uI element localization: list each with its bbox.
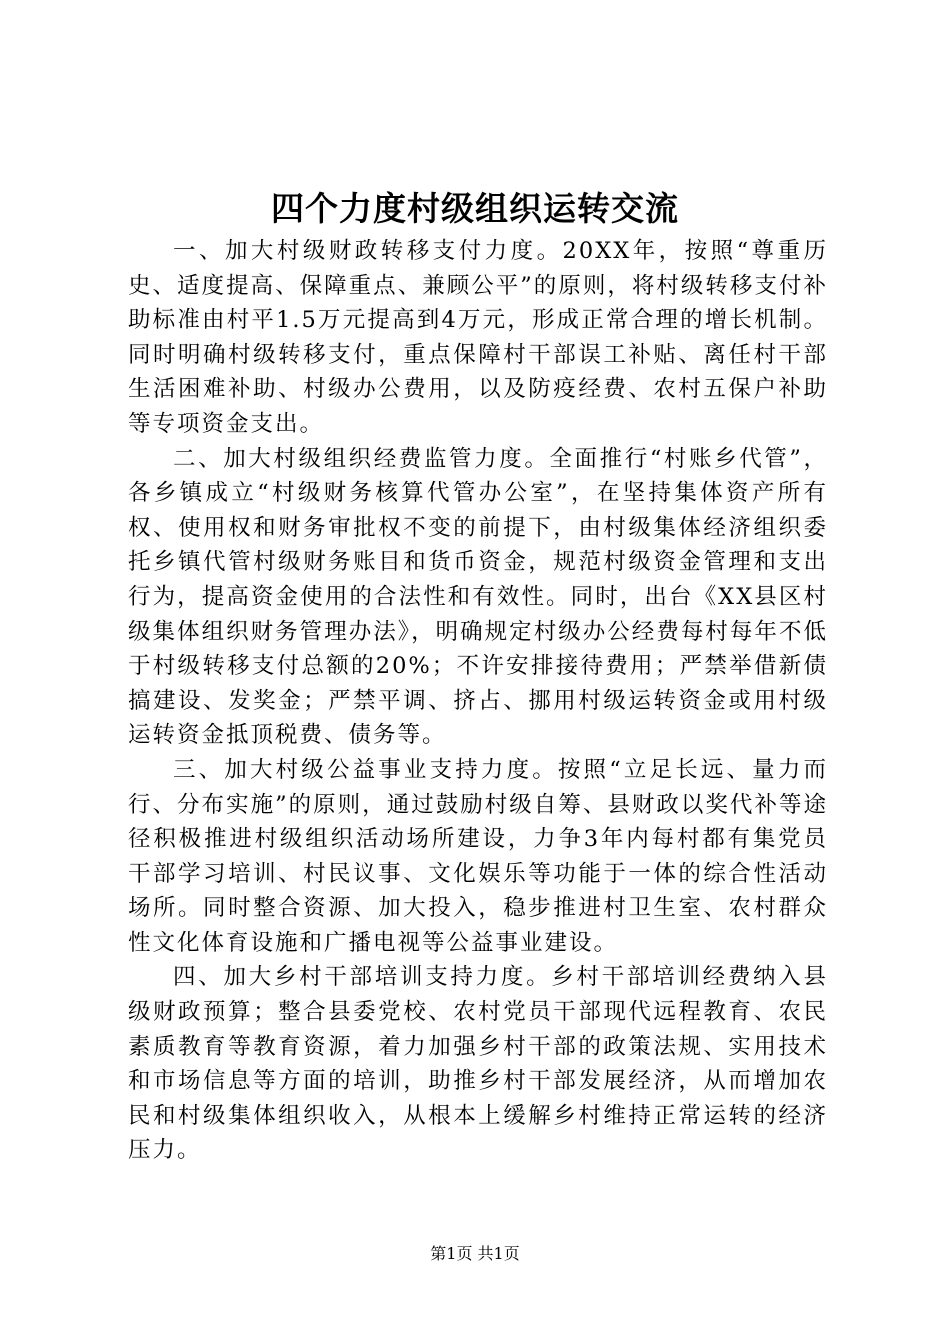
document-body — [128, 234, 828, 1168]
paragraph-4: 四、加大乡村干部培训支持力度。乡村干部培训经费纳入县级财政预算；整合县委党校、农村党员干部现代远程教育、农民素质教育等教育资源，着力加强乡村干部的政策法规、实用技术和市场信息等方面的培训，助推乡村干部发展经济，从而增加农民和村级集体组织收入，从根本上缓解乡村维持正常运转的经济压力。 — [128, 964, 828, 1164]
page-footer: 第1页 共1页 — [430, 1244, 520, 1263]
document-title: 四个力度村级组织运转交流 — [271, 189, 679, 228]
paragraph-2: 二、加大村级组织经费监管力度。全面推行“村账乡代管”，各乡镇成立“村级财务核算代管办公室”，在坚持集体资产所有权、使用权和财务审批权不变的前提下，由村级集体经济组织委托乡镇代管村级财务账目和货币资金，规范村级资金管理和支出行为，提高资金使用的合法性和有效性。同时，出台《XX县区村级集体组织财务管理办法》，明确规定村级办公经费每村每年不低于村级转移支付总额的20%；不许安排接待费用；严禁举借新债搞建设、发奖金；严禁平调、挤占、挪用村级运转资金或用村级运转资金抵顶税费、债务等。 — [128, 445, 828, 749]
paragraph-1: 一、加大村级财政转移支付力度。20XX年，按照“尊重历史、适度提高、保障重点、兼顾公平”的原则，将村级转移支付补助标准由村平1.5万元提高到4万元，形成正常合理的增长机制。同时明确村级转移支付，重点保障村干部误工补贴、离任村干部生活困难补助、村级办公费用，以及防疫经费、农村五保户补助等专项资金支出。 — [128, 238, 828, 437]
paragraph-3: 三、加大村级公益事业支持力度。按照“立足长远、量力而行、分布实施”的原则，通过鼓励村级自筹、县财政以奖代补等途径积极推进村级组织活动场所建设，力争3年内每村都有集党员干部学习培训、村民议事、文化娱乐等功能于一体的综合性活动场所。同时整合资源、加大投入，稳步推进村卫生室、农村群众性文化体育设施和广播电视等公益事业建设。 — [128, 756, 828, 956]
